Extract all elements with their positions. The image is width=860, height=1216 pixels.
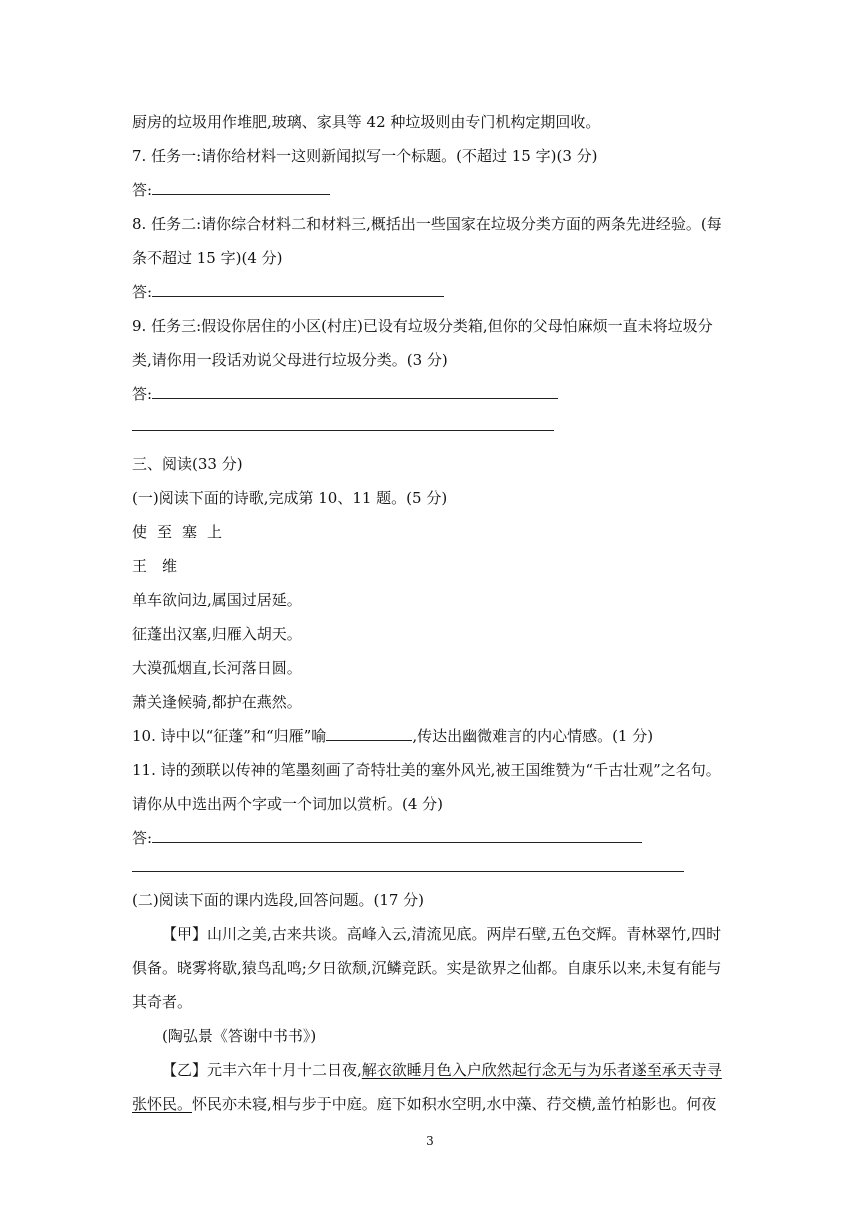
underlined-text: 解衣欲睡月色入户欣然起行念无与为乐者遂至承天寺寻 bbox=[361, 1061, 722, 1079]
poem-line: 大漠孤烟直,长河落日圆。 bbox=[132, 659, 302, 677]
answer-line bbox=[132, 871, 684, 872]
passage-jia: 【甲】山川之美,古来共谈。高峰入云,清流见底。两岸石壁,五色交辉。青林翠竹,四时 bbox=[162, 925, 722, 943]
question-8-cont: 条不超过 15 字)(4 分) bbox=[132, 249, 283, 267]
poem-line: 萧关逢候骑,都护在燕然。 bbox=[132, 693, 302, 711]
question-9-cont: 类,请你用一段话劝说父母进行垃圾分类。(3 分) bbox=[132, 351, 448, 369]
passage-source: (陶弘景《答谢中书书》) bbox=[162, 1027, 317, 1045]
question-11: 11. 诗的颈联以传神的笔墨刻画了奇特壮美的塞外风光,被王国维赞为“千古壮观”之名句。 bbox=[132, 761, 721, 779]
poem-title: 使至塞上 bbox=[132, 523, 233, 541]
answer-blank bbox=[152, 180, 330, 195]
answer-blank bbox=[152, 282, 444, 297]
passage-yi bbox=[132, 1094, 716, 1114]
answer-blank bbox=[152, 384, 558, 399]
answer-blank bbox=[152, 828, 642, 843]
underlined-text: 张怀民。 bbox=[132, 1095, 193, 1113]
answer-8 bbox=[132, 282, 444, 302]
passage-jia: 其奇者。 bbox=[132, 993, 193, 1011]
answer-label: 答: bbox=[132, 385, 153, 403]
question-9: 9. 任务三:假设你居住的小区(村庄)已设有垃圾分类箱,但你的父母怕麻烦一直未将垃圾分 bbox=[132, 317, 713, 335]
question-10 bbox=[132, 726, 653, 746]
passage-yi bbox=[162, 1060, 722, 1080]
poem-line: 征蓬出汉塞,归雁入胡天。 bbox=[132, 625, 302, 643]
passage-text: 怀民亦未寝,相与步于中庭。庭下如积水空明,水中藻、荇交横,盖竹柏影也。何夜 bbox=[192, 1095, 717, 1113]
passage-text: 【乙】元丰六年十月十二日夜, bbox=[162, 1061, 362, 1079]
passage-jia: 俱备。晓雾将歇,猿鸟乱鸣;夕日欲颓,沉鳞竞跃。实是欲界之仙都。自康乐以来,未复有能与 bbox=[132, 959, 722, 977]
answer-9 bbox=[132, 384, 558, 404]
poem-line: 单车欲问边,属国过居延。 bbox=[132, 591, 302, 609]
answer-label: 答: bbox=[132, 181, 153, 199]
text-line: 厨房的垃圾用作堆肥,玻璃、家具等 42 种垃圾则由专门机构定期回收。 bbox=[132, 113, 601, 131]
poem-author: 王 维 bbox=[132, 557, 178, 575]
page-number: 3 bbox=[426, 1134, 434, 1148]
answer-label: 答: bbox=[132, 829, 153, 847]
question-8: 8. 任务二:请你综合材料二和材料三,概括出一些国家在垃圾分类方面的两条先进经验。(每 bbox=[132, 215, 722, 233]
subsection-heading: (二)阅读下面的课内选段,回答问题。(17 分) bbox=[132, 891, 425, 909]
answer-7 bbox=[132, 180, 330, 200]
answer-label: 答: bbox=[132, 283, 153, 301]
answer-11 bbox=[132, 828, 642, 848]
answer-blank bbox=[326, 726, 412, 741]
subsection-heading: (一)阅读下面的诗歌,完成第 10、11 题。(5 分) bbox=[132, 489, 448, 507]
question-11-cont: 请你从中选出两个字或一个词加以赏析。(4 分) bbox=[132, 795, 444, 813]
answer-line bbox=[132, 430, 554, 431]
section-heading: 三、阅读(33 分) bbox=[132, 455, 243, 473]
question-text: 10. 诗中以“征蓬”和“归雁”喻 bbox=[132, 727, 327, 745]
question-text: ,传达出幽微难言的内心情感。(1 分) bbox=[412, 727, 654, 745]
question-7: 7. 任务一:请你给材料一这则新闻拟写一个标题。(不超过 15 字)(3 分) bbox=[132, 147, 598, 165]
